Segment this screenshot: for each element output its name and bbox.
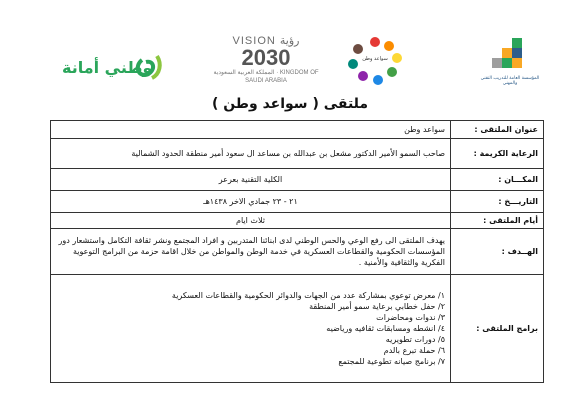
tvtc-blocks-icon xyxy=(476,36,544,76)
list-item: ٧/ برنامج صيانه تطوعية للمجتمع xyxy=(338,357,445,366)
row-value-patron: صاحب السمو الأمير الدكتور مشعل بن عبدالله بن مساعد ال سعود أمير منطقة الحدود الشمالية xyxy=(51,139,451,169)
sawaed-watan-logo xyxy=(342,36,408,86)
sawaed-watan-logo-text: سواعد وطن xyxy=(362,56,388,62)
programs-list xyxy=(51,275,451,383)
list-item: ١/ معرض توعوي بمشاركة عدد من الجهات والدوائر الحكومية والقطاعات العسكرية xyxy=(171,291,445,300)
row-value-goal: يهدف الملتقى الى رفع الوعي والحس الوطني لدى ابنائنا المتدربين و افراد المجتمع ونشر ثقافة التكامل واستشعار دور المؤسسات الحكومية والقطاعات العسكرية في خدمة الوطن والمواطن من خلال اقامة حزمة من البرامج التوعوية الفكرية والثقافية والأمنية . xyxy=(51,229,451,275)
vision-line2: 2030 xyxy=(241,45,291,70)
list-item: ٦/ حملة تبرع بالدم xyxy=(383,346,445,355)
row-value-date: ٢١ - ٢٣ جمادي الاخر ١٤٣٨هـ xyxy=(51,191,451,213)
watani-amana-logo xyxy=(62,52,182,88)
vision-2030-logo xyxy=(212,34,320,90)
table-row xyxy=(51,191,544,213)
table-row xyxy=(51,139,544,169)
table-row xyxy=(51,121,544,139)
table-row xyxy=(51,169,544,191)
list-item: ٢/ حفل خطابي برعاية سمو أمير المنطقة xyxy=(309,302,445,311)
vision-line3: المملكة العربية السعودية · KINGDOM OF SAUDI ARABIA xyxy=(213,70,319,84)
tvtc-logo xyxy=(476,36,544,88)
page-title: ملتقى ( سواعد وطن ) xyxy=(211,96,369,112)
list-item: ٣/ ندوات ومحاضرات xyxy=(376,313,445,322)
tvtc-logo-text: المؤسسة العامة للتدريب التقني والمهني xyxy=(480,76,540,86)
row-label-place: المكـــان : xyxy=(451,169,544,191)
row-label-date: التاريـــخ : xyxy=(451,191,544,213)
vision-line1: VISION رؤية xyxy=(232,35,300,47)
row-label-title: عنوان الملتقى : xyxy=(451,121,544,139)
row-label-patron: الرعاية الكريمة : xyxy=(451,139,544,169)
row-value-days: ثلاث ايام xyxy=(51,213,451,229)
list-item: ٤/ انشطه ومسابقات ثقافيه ورياضيه xyxy=(326,324,445,333)
table-row xyxy=(51,275,544,383)
list-item: ٥/ دورات تطويريه xyxy=(385,335,445,344)
forum-info-table xyxy=(50,120,544,383)
row-label-programs: برامج الملتقى : xyxy=(451,275,544,383)
header-logos xyxy=(0,0,580,95)
row-value-title: سواعد وطن xyxy=(51,121,451,139)
row-label-days: أيام الملتقى : xyxy=(451,213,544,229)
table-row xyxy=(51,213,544,229)
table-row xyxy=(51,229,544,275)
row-value-place: الكلية التقنية بعرعر xyxy=(51,169,451,191)
watani-logo-text: وطني أمانة xyxy=(62,58,153,77)
row-label-goal: الهــدف : xyxy=(451,229,544,275)
